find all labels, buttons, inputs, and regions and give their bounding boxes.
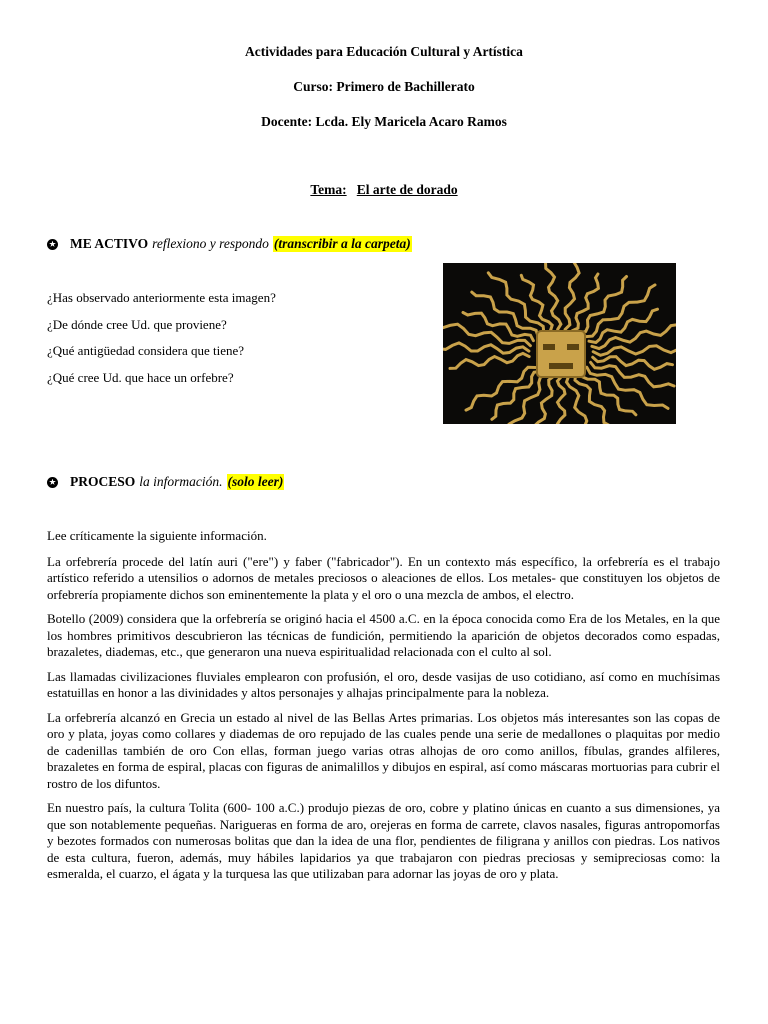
mask-eye: [543, 344, 555, 350]
topic-value: El arte de dorado: [356, 182, 458, 197]
mask-mouth: [549, 363, 573, 369]
paragraph: Las llamadas civilizaciones fluviales emplearon con profusión, el oro, desde vasijas de uso cotidiano, así como en muchísimas estatuillas en honor a las divinidades y altos personajes y alhajas principalmente para la nobleza.: [47, 668, 720, 700]
question-item: ¿Has observado anteriormente esta imagen?: [47, 290, 276, 305]
sun-ray: [546, 264, 561, 330]
paragraph: La orfebrería procede del latín auri ("ere") y faber ("fabricador"). En un contexto más específico, la orfebrería es el trabajo artístico referido a utensilios o adornos de metales preciosos o aleaciones de ellos. Los metales- que constituyen los objetos de orfebrería propiamente dichos son eminentemente la plata y el oro o una mezcla de ambos, el electro.: [47, 553, 720, 602]
paragraph: Lee críticamente la siguiente información.: [47, 528, 267, 543]
paragraph: Botello (2009) considera que la orfebrería se originó hacia el 4500 a.C. en la época conocida como Era de los Metales, en la que los hombres primitivos descubrieron las técnicas de fundición, permitiendo la aparición de objetos decorados como espadas, brazaletes, diademas, etc., que generaron una nueva espiritualidad relacionada con el culto al sol.: [47, 611, 720, 659]
question-item: ¿Qué cree Ud. que hace un orfebre?: [47, 369, 234, 385]
question-item: ¿Qué antigüedad considera que tiene?: [47, 343, 245, 358]
golden-sun-mask-icon: [443, 263, 676, 424]
teacher-line: Docente: Lcda. Ely Maricela Acaro Ramos: [261, 114, 507, 129]
topic-line: [0, 182, 768, 198]
section-me-activo-highlight: (transcribir a la carpeta): [273, 236, 411, 251]
section-proceso: [47, 474, 284, 490]
star-bullet-icon: [47, 239, 58, 250]
golden-sun-mask-image: [443, 263, 676, 424]
sun-ray: [443, 343, 529, 353]
sun-ray: [450, 353, 529, 368]
question-item: ¿De dónde cree Ud. que proviene?: [47, 316, 227, 332]
sun-ray: [557, 377, 565, 424]
section-me-activo-subtitle: reflexiono y respondo: [152, 236, 269, 251]
star-bullet-icon: [47, 477, 58, 488]
section-me-activo: [47, 236, 412, 252]
body-text: [47, 528, 720, 891]
question-list: [47, 290, 276, 396]
section-proceso-highlight: (solo leer): [227, 474, 284, 489]
mask-eye: [567, 344, 579, 350]
sun-ray: [572, 274, 598, 331]
sun-ray: [534, 376, 554, 424]
topic-label: Tema:: [310, 182, 347, 197]
paragraph: En nuestro país, la cultura Tolita (600- 100 a.C.) produjo piezas de oro, cobre y platino únicas en cuanto a sus dimensiones, ya que son notablemente pequeñas. Narigueras en forma de aro, orejeras en forma de carrete, clavos nasales, figuras antropomorfas y bezotes formados con numerosas bolitas que dan la idea de una flor, pendientes de filigrana y anillos con piedras. Los nativos de esta cultura, fueron, además, muy hábiles lapidarios ya que trabajaron con piedras preciosas y semipreciosas como: la esmeralda, el cuarzo, el ágata y la turquesa las que utilizaban para adornar las joyas de oro y plata.: [47, 800, 720, 881]
section-proceso-title: PROCESO: [70, 474, 136, 489]
course-line: Curso: Primero de Bachillerato: [293, 79, 475, 94]
section-proceso-subtitle: la información.: [139, 474, 223, 489]
paragraph: La orfebrería alcanzó en Grecia un estado al nivel de las Bellas Artes primarias. Los objetos más interesantes son las copas de oro y plata, joyas como collares y diademas de oro repujado de las cuales pende una serie de medallones o plaquitas por medio de cadenillas también de oro Con ellas, forman juego varias otras alhojas de oro como anillos, fíbulas, grandes alfileres, brazaletes en forma de espiral, placas con figuras de animalillos y dibujos en espiral, así como máscaras mortuorias para cubrir el rostro de los difuntos.: [47, 709, 720, 791]
section-me-activo-title: ME ACTIVO: [70, 236, 149, 251]
sun-ray: [579, 277, 627, 334]
sun-ray: [592, 325, 676, 349]
document-title: Actividades para Educación Cultural y Artística: [245, 44, 523, 59]
mask-face: [537, 331, 585, 377]
